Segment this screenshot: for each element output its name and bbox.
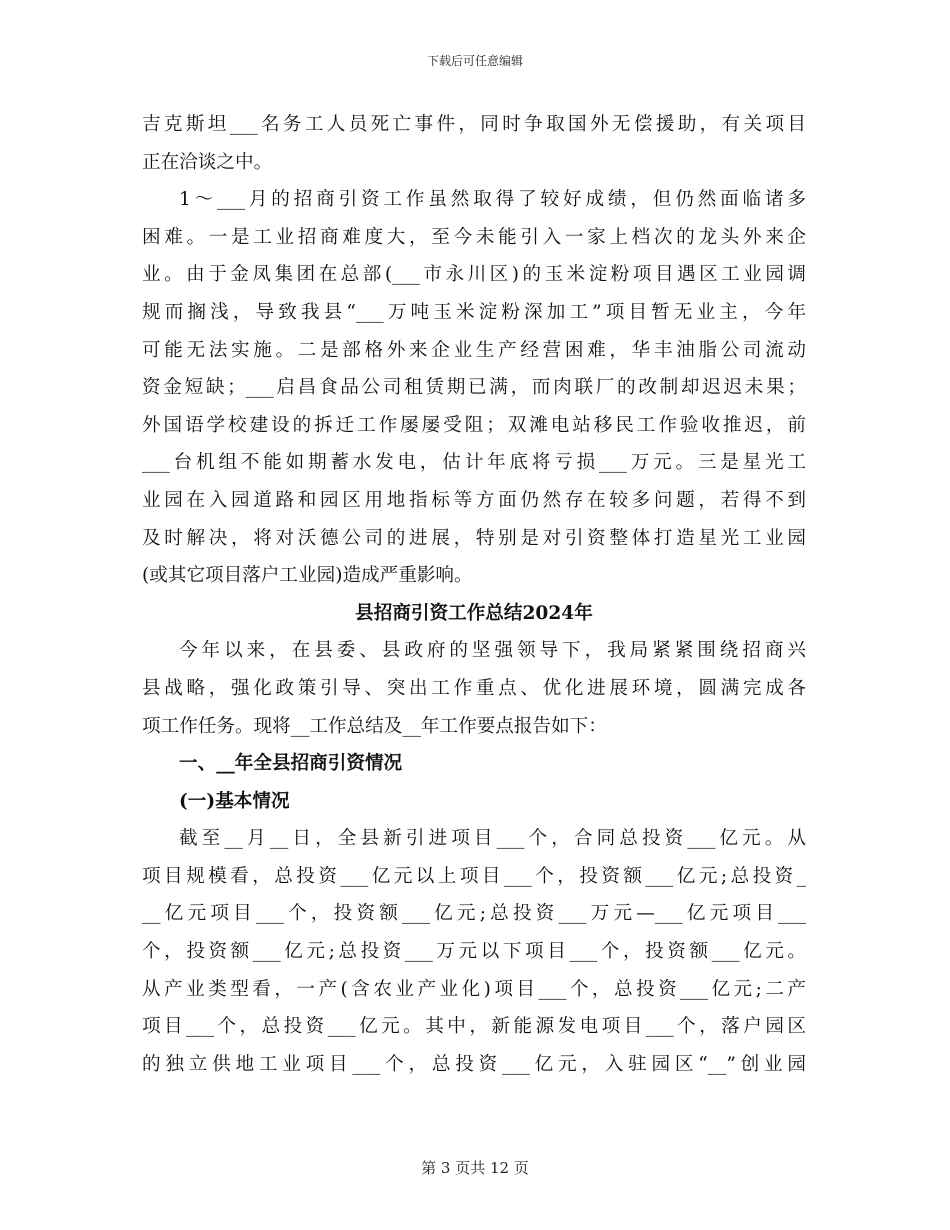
text-line: 截至__月__日，全县新引进项目___个，合同总投资___亿元。从 <box>179 828 806 850</box>
text-line: 的独立供地工业项目___个，总投资___亿元，入驻园区“__”创业园 <box>142 1053 806 1075</box>
text-line: 项目___个，总投资___亿元。其中，新能源发电项目___个，落户园区 <box>142 1016 806 1038</box>
text-line: ___台机组不能如期蓄水发电，估计年底将亏损___万元。三是星光工 <box>142 452 806 474</box>
text-line: 可能无法实施。二是部格外来企业生产经营困难，华丰油脂公司流动 <box>142 339 806 361</box>
text-line: 项工作任务。现将__工作总结及__年工作要点报告如下： <box>142 715 607 737</box>
text-line: 项目规模看，总投资___亿元以上项目___个，投资额___亿元;总投资_ <box>142 865 806 887</box>
document-title: 县招商引资工作总结2024年 <box>355 602 593 624</box>
text-line: 外国语学校建设的拆迁工作屡屡受阻；双滩电站移民工作验收推迟，前 <box>142 414 806 436</box>
page-header: 下载后可任意编辑 <box>426 54 523 68</box>
text-line: 资金短缺；___启昌食品公司租赁期已满，而肉联厂的改制却迟迟未果； <box>142 377 806 399</box>
text-line: 及时解决，将对沃德公司的进展，特别是对引资整体打造星光工业园 <box>142 527 806 549</box>
document-body <box>142 106 806 1083</box>
text-line: 困难。一是工业招商难度大，至今未能引入一家上档次的龙头外来企 <box>142 226 806 248</box>
text-line: (或其它项目落户工业园)造成严重影响。 <box>142 565 473 587</box>
text-line: 个，投资额___亿元;总投资___万元以下项目___个，投资额___亿元。 <box>142 941 806 963</box>
section-heading: 一、__年全县招商引资情况 <box>179 753 403 775</box>
section-heading: (一)基本情况 <box>179 790 290 812</box>
text-line: 从产业类型看，一产(含农业产业化)项目___个，总投资___亿元;二产 <box>142 978 806 1000</box>
text-line: 吉克斯坦___名务工人员死亡事件，同时争取国外无偿援助，有关项目 <box>142 114 806 135</box>
text-line: 1～___月的招商引资工作虽然取得了较好成绩，但仍然面临诸多 <box>179 189 806 211</box>
text-line: 正在洽谈之中。 <box>142 151 273 173</box>
text-line: 规而搁浅，导致我县“___万吨玉米淀粉深加工”项目暂无业主，今年 <box>142 301 806 323</box>
text-line: 县战略，强化政策引导、突出工作重点、优化进展环境，圆满完成各 <box>142 677 806 699</box>
text-line: 业。由于金凤集团在总部(___市永川区)的玉米淀粉项目遇区工业园调 <box>142 264 806 286</box>
text-line: 业园在入园道路和园区用地指标等方面仍然存在较多问题，若得不到 <box>142 489 806 511</box>
text-line: 今年以来，在县委、县政府的坚强领导下，我局紧紧围绕招商兴 <box>179 640 806 662</box>
text-line: __亿元项目___个，投资额___亿元;总投资___万元—___亿元项目___ <box>142 903 806 925</box>
page-footer: 第 3 页共 12 页 <box>421 1159 529 1177</box>
